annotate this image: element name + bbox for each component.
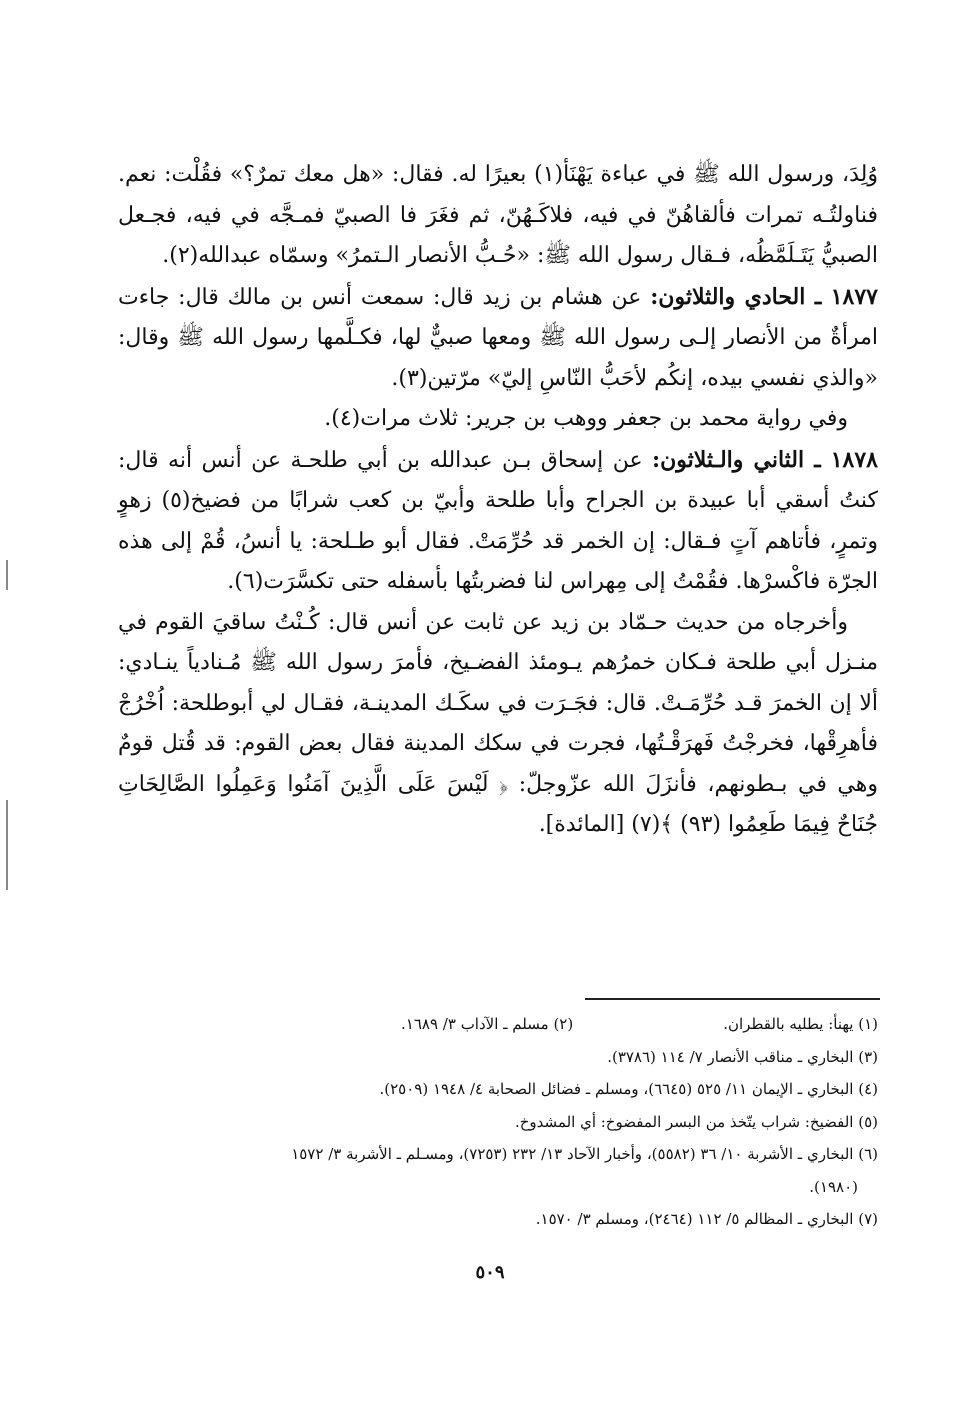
footnote-4: (٤) البخاري ـ الإيمان ١١/ ٥٢٥ (٦٦٤٥)، ومسلم ـ فضائل الصحابة ٤/ ١٩٤٨ (٢٥٠٩). bbox=[379, 1080, 878, 1098]
hadith-1878-text: عن إسحاق بـن عبدالله بن أبي طلحـة عن أنس أنه قال: كنتُ أسقي أبا عبيدة بن الجراح وأبا طلحة وأبيّ بن كعب شرابًا من فضيخ(٥) زهوٍ وتمرٍ، فأتاهم آتٍ فـقال: إن الخمر قد حُرِّمَتْ. فقال أبو طـلحة: يا أنسُ، قُمْ إلى هذه الجرّة فاكْسرْها. فقُمْتُ إلى مِهراس لنا فضربتُها بأسفله حتى تكسَّرَت(٦). bbox=[118, 447, 878, 594]
paragraph-intro: وُلِدَ، ورسول الله ﷺ في عباءة يَهْنَأ(١) بعيرًا له. فقال: «هل معك تمرٌ؟» فقُلْت: نعم. فناولتُـه تمرات فألقاهُنّ في فيه، فلاكَـهُنّ، ثم فغَرَ فا الصبيّ فمـجَّه في فيه، فجـعل الصبيُّ يَتَـلَمَّظُه، فـقال رسول الله ﷺ: «حُـبُّ الأنصار الـتمرُ» وسمّاه عبدالله(٢). bbox=[118, 162, 879, 268]
footnote-7: (٧) البخاري ـ المظالم ٥/ ١١٢ (٢٤٦٤)، ومسلم ٣/ ١٥٧٠. bbox=[535, 1210, 878, 1228]
hadith-1877-variant: وفي رواية محمد بن جعفر ووهب بن جرير: ثلاث مرات(٤). bbox=[324, 406, 848, 431]
footnote-1: (١) يهنأ: يطليه بالقطران. bbox=[723, 1015, 878, 1033]
scan-margin-mark bbox=[6, 560, 8, 590]
footnote-3: (٣) البخاري ـ مناقب الأنصار ٧/ ١١٤ (٣٧٨٦). bbox=[607, 1047, 878, 1066]
hadith-1877 bbox=[118, 277, 878, 400]
footnote-6-continued: (١٩٨٠). bbox=[809, 1177, 858, 1196]
page-number: ٥٠٩ bbox=[475, 1262, 505, 1283]
hadith-1878 bbox=[118, 440, 878, 603]
footnote-2: (٢) مسلم ـ الآداب ٣/ ١٦٨٩. bbox=[401, 1015, 574, 1033]
footnote-5: (٥) الفضيخ: شراب يتّخذ من البسر المفضوخ: أي المشدوخ. bbox=[514, 1112, 878, 1131]
hadith-1878-variant: وأخرجاه من حديث حـمّاد بن زيد عن ثابت عن أنس قال: كُـنْتُ ساقيَ القوم في منـزل أبي طلحة فـكان خمرُهم يـومئذ الفضـيخ، فأمرَ رسول الله ﷺ مُـنادياً ينـادي: ألا إن الخمرَ قـد حُرِّمَـتْ. قال: فجَـرَت في سكَـك المدينـة، فقـال لي أبوطلحة: اُخْرُجْ فأهرِقْها، فخرجْتُ فَهرَقْـتُها، فجرت في سكك المدينة فقال بعض القوم: قد قُتل قومٌ وهي في بـطونهم، فأنزَلَ الله عزّوجلّ: ﴿ لَيْسَ عَلَى الَّذِينَ آمَنُوا وَعَمِلُوا الصَّالِحَاتِ جُنَاحٌ فِيمَا طَعِمُوا (٩٣) ﴾(٧) [المائدة]. bbox=[118, 609, 878, 837]
footnotes bbox=[118, 1008, 878, 1236]
hadith-1877-heading: ١٨٧٧ ـ الحادي والثلاثون: bbox=[650, 283, 878, 310]
main-text bbox=[118, 155, 878, 846]
footnote-separator bbox=[585, 998, 880, 1000]
footnote-row-1 bbox=[118, 1008, 878, 1041]
hadith-1878-heading: ١٨٧٨ ـ الثاني والـثلاثون: bbox=[652, 446, 878, 473]
footnote-6: (٦) البخاري ـ الأشربة ١٠/ ٣٦ (٥٥٨٢)، وأخبار الآحاد ١٣/ ٢٣٢ (٧٢٥٣)، ومسـلم ـ الأشربة ٣/ ١٥٧٢ bbox=[291, 1145, 878, 1163]
scan-margin-mark bbox=[6, 800, 8, 890]
hadith-1877-text: عن هشام بن زيد قال: سمعت أنس بن مالك قال: جاءت امرأةٌ من الأنصار إلـى رسول الله ﷺ ومعها صبيٌّ لها، فكـلَّمها رسول الله ﷺ وقال: «والذي نفسي بيده، إنكُم لأحَبُّ النّاسِ إليّ» مرّتين(٣). bbox=[118, 284, 878, 391]
